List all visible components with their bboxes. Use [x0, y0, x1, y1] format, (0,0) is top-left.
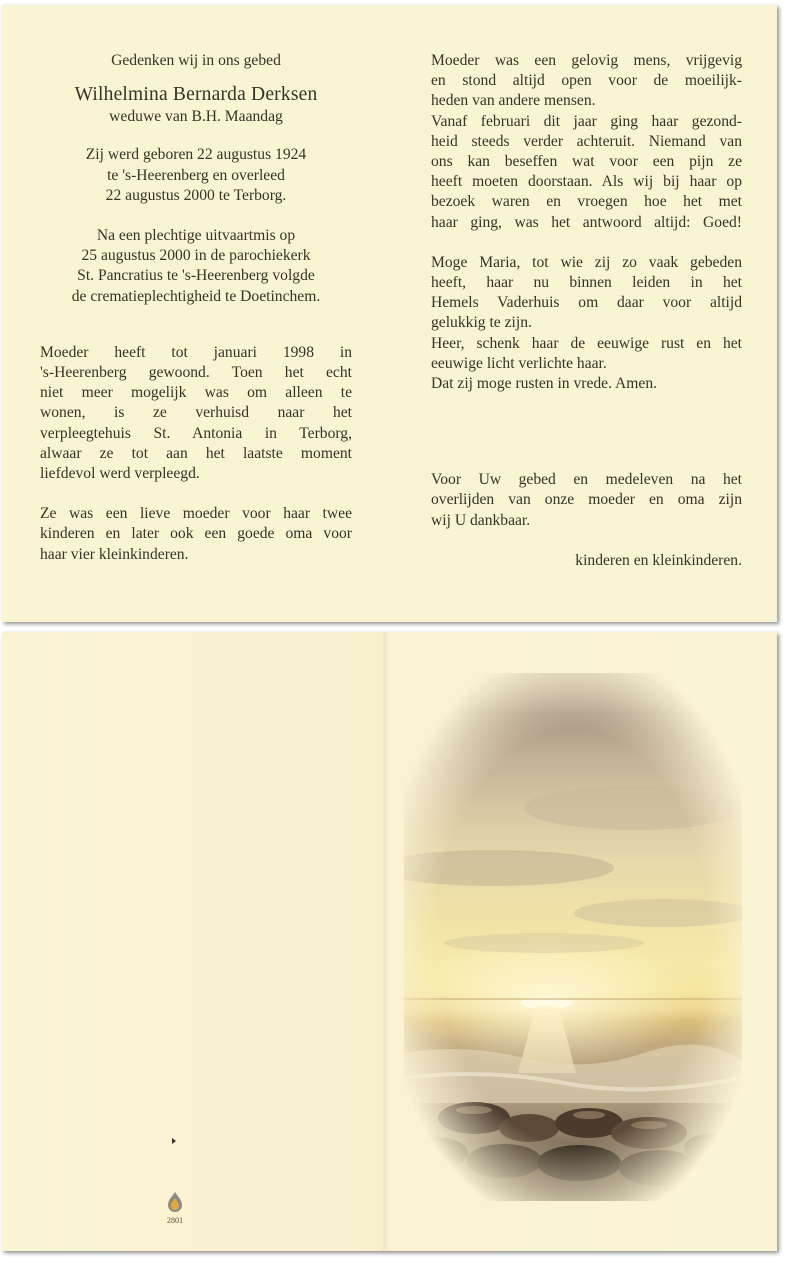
prayer-heading: Gedenken wij in ons gebed: [111, 52, 281, 69]
signature: kinderen en kleinkinderen.: [575, 551, 742, 569]
print-code: 2801: [167, 1216, 183, 1225]
text-line: Hemels Vaderhuis om daar voor altijd: [431, 294, 742, 312]
text-line: ons kan beseffen wat voor een pijn ze: [431, 153, 742, 171]
text-line: Moge Maria, tot wie zij zo vaak gebeden: [431, 253, 742, 271]
right-column: [431, 51, 742, 571]
text-line: te 's-Heerenberg en overleed: [107, 166, 285, 184]
text-line: en stond altijd open voor de moeilijk-: [431, 72, 742, 90]
text-line: 25 augustus 2000 in de parochiekerk: [81, 247, 311, 265]
sunset-photo: [404, 673, 742, 1201]
text-line: niet meer mogelijk was om alleen te: [40, 384, 352, 402]
text-line: wij U dankbaar.: [431, 511, 531, 529]
birth-death-paragraph: [40, 145, 352, 206]
text-line: Heer, schenk haar de eeuwige rust en het: [431, 334, 742, 352]
text-line: Zij werd geboren 22 augustus 1924: [85, 146, 307, 164]
text-line: bezoek waren en vroegen hoe het met: [431, 193, 742, 211]
text-line: Moeder was een gelovig mens, vrijgevig: [431, 52, 742, 69]
text-line: heid steeds verder achteruit. Niemand van: [431, 132, 742, 150]
text-line: gelukkig te zijn.: [431, 314, 532, 332]
faith-paragraph: [431, 51, 742, 233]
text-line: Moeder heeft tot januari 1998 in: [40, 343, 352, 361]
text-line: 's-Heerenberg gewoond. Toen het echt: [40, 364, 352, 382]
card-inner-pages: [2, 5, 777, 622]
thanks-paragraph: [431, 470, 742, 531]
text-line: St. Pancratius te 's-Heerenberg volgde: [77, 267, 315, 285]
deceased-name: Wilhelmina Bernarda Derksen: [74, 84, 318, 106]
text-line: kinderen en later ook een goede oma voor: [40, 525, 352, 543]
text-line: Na een plechtige uitvaartmis op: [96, 227, 296, 245]
text-line: heeft moeten doorstaan. Als wij bij haar op: [431, 173, 742, 191]
text-line: de crematieplechtigheid te Doetinchem.: [71, 287, 321, 305]
text-line: heeft, haar nu binnen leiden in het: [431, 274, 742, 292]
text-line: verpleegtehuis St. Antonia in Terborg,: [40, 424, 352, 442]
text-line: alwaar ze tot aan het laatste moment: [40, 444, 352, 462]
text-line: haar vier kleinkinderen.: [40, 545, 189, 563]
text-line: 22 augustus 2000 te Terborg.: [105, 186, 287, 204]
text-line: Dat zij moge rusten in vrede. Amen.: [431, 375, 658, 393]
text-line: overlijden van onze moeder en oma zijn: [431, 491, 742, 509]
small-arrow-mark: [172, 1138, 176, 1144]
life-paragraph: [40, 343, 352, 484]
left-column: [40, 51, 352, 565]
funeral-paragraph: [40, 226, 352, 307]
mother-paragraph: [40, 504, 352, 565]
text-line: Voor Uw gebed en medeleven na het: [431, 471, 742, 489]
prayer-paragraph: [431, 253, 742, 394]
text-line: Ze was een lieve moeder voor haar twee: [40, 505, 352, 523]
text-line: Vanaf februari dit jaar ging haar gezond-: [431, 112, 742, 130]
text-line: wonen, is ze verhuisd naar het: [40, 404, 352, 422]
flame-icon: [165, 1191, 185, 1213]
text-line: liefdevol werd verpleegd.: [40, 465, 200, 483]
text-line: haar ging, was het antwoord altijd: Goed!: [431, 213, 742, 231]
widow-line: weduwe van B.H. Maandag: [109, 108, 283, 126]
sunset-scene: [404, 673, 742, 1201]
text-line: heden van andere mensen.: [431, 92, 596, 110]
text-line: eeuwige licht verlichte haar.: [431, 354, 607, 372]
